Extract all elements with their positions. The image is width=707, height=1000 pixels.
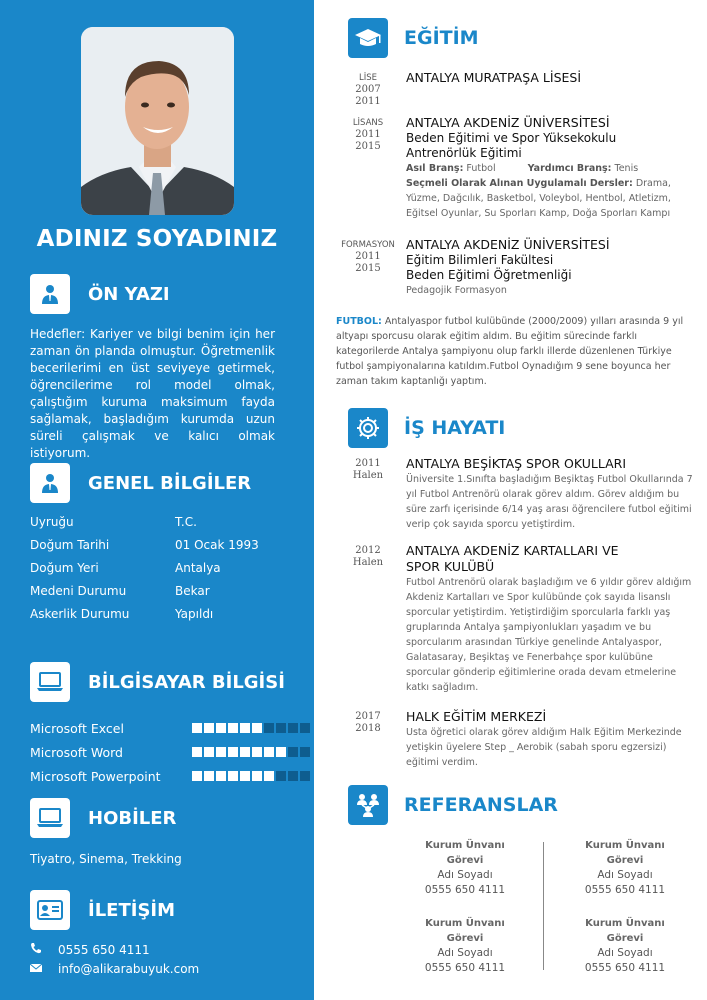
date-end: 2015 (355, 141, 381, 152)
skill-level-square (204, 747, 214, 757)
ref-person: Adı Soyadı (597, 869, 653, 881)
work-entry (330, 709, 700, 770)
date-start: 2012 (355, 545, 381, 556)
ref-role: Görevi (446, 855, 484, 866)
entry-subtitle: Eğitim Bilimleri Fakültesi (406, 253, 554, 267)
skill-level-square (264, 771, 274, 781)
person-icon (30, 463, 70, 503)
entry-date (330, 115, 406, 221)
references-section-header (348, 785, 558, 825)
entry-title: ANTALYA AKDENİZ ÜNİVERSİTESİ (406, 115, 610, 130)
ref-phone: 0555 650 4111 (424, 884, 506, 896)
computer-section-header (30, 662, 285, 702)
skill-level-square (192, 771, 202, 781)
skill-level-square (264, 723, 274, 733)
branch-value: Futbol (466, 163, 496, 174)
info-row (30, 515, 290, 538)
references-divider (543, 842, 544, 970)
info-key: Medeni Durumu (30, 584, 127, 598)
skill-level-square (252, 747, 262, 757)
skill-level-square (288, 747, 298, 757)
branch-label: Asıl Branş: (406, 163, 464, 174)
skill-level-bar (192, 771, 310, 781)
electives-value: Drama, Yüzme, Dağcılık, Basketbol, Voleybol, Hentbol, Atletizm, Eğitsel Oyunlar, Su Sporları Kamp, Doğa Sporları Kampı (406, 178, 671, 219)
work-entry (330, 543, 700, 695)
skill-level-square (264, 747, 274, 757)
reference-card (565, 916, 685, 976)
sidebar (0, 0, 314, 1000)
education-title: EĞİTİM (404, 27, 479, 49)
ref-title: Kurum Ünvanı (585, 918, 665, 929)
ref-phone: 0555 650 4111 (424, 962, 506, 974)
skill-level-square (192, 747, 202, 757)
date-end: 2018 (355, 723, 381, 734)
entry-description: Pedagojik Formasyon (406, 285, 507, 296)
date-start: 2007 (355, 84, 381, 95)
entry-date (330, 237, 406, 298)
skill-level-square (300, 771, 310, 781)
info-value: Yapıldı (175, 607, 214, 621)
entry-description: Üniversite 1.Sınıfta başladığım Beşiktaş Futbol Okullarında 7 yıl Futbol Antrenörü olarak görev aldım. Görev aldığım bu süre zarfı içerisinde 6/14 yaş arası öğrencilere futbol eğitimi verip çok sayıda sporcu yetiştirdim. (406, 474, 693, 530)
reference-card (565, 838, 685, 898)
skill-level-square (228, 771, 238, 781)
entry-electives (406, 176, 698, 221)
contact-email (30, 959, 199, 978)
skill-level-square (204, 723, 214, 733)
date-end: 2011 (355, 96, 381, 107)
skill-name: Microsoft Word (30, 744, 123, 760)
skill-row (30, 764, 310, 788)
date-label: FORMASYON (341, 240, 395, 250)
skill-row (30, 716, 310, 740)
ref-person: Adı Soyadı (437, 869, 493, 881)
ref-person: Adı Soyadı (437, 947, 493, 959)
skill-level-square (276, 723, 286, 733)
info-key: Askerlik Durumu (30, 607, 130, 621)
entry-date (330, 543, 406, 695)
email-text[interactable]: info@alikarabuyuk.com (58, 961, 200, 976)
hobbies-title: HOBİLER (88, 807, 177, 829)
ref-title: Kurum Ünvanı (585, 840, 665, 851)
entry-subtitle: Beden Eğitimi Öğretmenliği (406, 268, 572, 282)
entry-branches (406, 161, 698, 176)
branch2-label: Yardımcı Branş: (527, 163, 612, 174)
ref-phone: 0555 650 4111 (584, 962, 666, 974)
ref-role: Görevi (446, 933, 484, 944)
info-row (30, 538, 290, 561)
contact-card-icon (30, 890, 70, 930)
entry-subtitle: Beden Eğitimi ve Spor Yüksekokulu (406, 131, 617, 145)
reference-card (405, 916, 525, 976)
phone-icon (30, 942, 58, 957)
entry-title: ANTALYA AKDENİZ ÜNİVERSİTESİ (406, 237, 610, 252)
skill-level-square (252, 723, 262, 733)
football-label: FUTBOL: (336, 316, 382, 327)
skill-level-square (300, 723, 310, 733)
date-label: LİSANS (352, 118, 384, 128)
info-row (30, 607, 290, 630)
skill-level-square (228, 723, 238, 733)
general-info-table (30, 515, 290, 630)
info-value: Antalya (175, 561, 221, 575)
info-row (30, 561, 290, 584)
skill-name: Microsoft Excel (30, 720, 124, 736)
date-end: Halen (352, 557, 384, 568)
work-section-header (348, 408, 505, 448)
branch2-value: Tenis (614, 163, 639, 174)
entry-title: ANTALYA AKDENİZ KARTALLARI VE SPOR KULÜBÜ (406, 543, 619, 574)
work-title: İŞ HAYATI (404, 417, 506, 439)
contact-section-header (30, 890, 175, 930)
ref-role: Görevi (606, 855, 644, 866)
skill-level-square (288, 771, 298, 781)
date-start: 2017 (355, 711, 381, 722)
date-start: 2011 (355, 129, 381, 140)
skill-level-square (240, 771, 250, 781)
skill-row (30, 740, 310, 764)
entry-date (330, 456, 406, 532)
info-key: Uyruğu (30, 515, 74, 529)
hobbies-section-header (30, 798, 176, 838)
about-section-header (30, 274, 170, 314)
skills-list (30, 716, 310, 788)
skill-level-square (240, 747, 250, 757)
skill-level-square (216, 771, 226, 781)
contact-title: İLETİŞİM (88, 899, 176, 921)
skill-level-square (228, 747, 238, 757)
education-entry (330, 70, 700, 108)
gear-icon (348, 408, 388, 448)
references-title: REFERANSLAR (404, 794, 558, 816)
skill-level-square (216, 747, 226, 757)
info-value: Bekar (175, 584, 210, 598)
contact-phone (30, 940, 199, 959)
laptop-icon (30, 662, 70, 702)
skill-level-square (288, 723, 298, 733)
skill-level-square (276, 771, 286, 781)
ref-role: Görevi (606, 933, 644, 944)
entry-subtitle: Antrenörlük Eğitimi (406, 146, 522, 160)
date-end: 2015 (355, 263, 381, 274)
skill-level-square (300, 747, 310, 757)
contact-list (30, 940, 199, 978)
person-icon (30, 274, 70, 314)
graduation-cap-icon (348, 18, 388, 58)
computer-title: BİLGİSAYAR BİLGİSİ (88, 671, 285, 693)
skill-level-square (192, 723, 202, 733)
general-section-header (30, 463, 251, 503)
info-key: Doğum Yeri (30, 561, 99, 575)
ref-phone: 0555 650 4111 (584, 884, 666, 896)
education-entry (330, 237, 700, 298)
entry-description: Futbol Antrenörü olarak başladığım ve 6 yıldır görev aldığım Akdeniz Kartalları ve Spor kulübünde çok sayıda lisanslı sporcular yetiştirdim. Yetiştirdiğim sporcularla farklı yaş gruplarında Antalya şampiyonlukları yaşadım ve bu sporcularım arasından Türkiye genelinde Antalyaspor, Galatasaray, Beşiktaş ve Fenerbahçe spor kulübüne sporcular gönderip eğitimlerine orada devam etmelerine katkı sağladım. (406, 577, 692, 693)
info-key: Doğum Tarihi (30, 538, 110, 552)
education-entry (330, 115, 700, 221)
about-title: ÖN YAZI (88, 283, 170, 305)
skill-level-bar (192, 747, 310, 757)
entry-date (330, 70, 406, 108)
phone-text[interactable]: 0555 650 4111 (58, 942, 150, 957)
electives-label: Seçmeli Olarak Alınan Uygulamalı Dersler: (406, 178, 633, 189)
entry-description: Usta öğretici olarak görev aldığım Halk Eğitim Merkezinde yetişkin üyelere Step _ Aerobik (sabah sporu egzersizi) eğitimi verdim. (406, 727, 682, 768)
date-label: LİSE (358, 73, 377, 83)
info-value: T.C. (175, 515, 197, 529)
general-title: GENEL BİLGİLER (88, 472, 252, 494)
reference-card (405, 838, 525, 898)
ref-title: Kurum Ünvanı (425, 840, 505, 851)
date-end: Halen (352, 470, 384, 481)
ref-person: Adı Soyadı (597, 947, 653, 959)
football-note (336, 314, 686, 389)
skill-level-square (252, 771, 262, 781)
skill-level-square (240, 723, 250, 733)
football-text: Antalyaspor futbol kulübünde (2000/2009) yılları arasında 9 yıl altyapı sporcusu olarak eğitim aldım. Bu eğitim sürecinde farklı kategorilerde Antalya şampiyonu olup farklı illerde düzenlenen Türkiye futbol şampiyonalarına katıldım.Futbol Oynadığım 9 sene boyunca her zaman takım kaptanlığı yaptım. (336, 316, 684, 387)
people-network-icon (348, 785, 388, 825)
full-name: ADINIZ SOYADINIZ (36, 226, 278, 252)
hobbies-text: Tiyatro, Sinema, Trekking (30, 852, 182, 866)
mail-icon (30, 962, 58, 976)
skill-level-square (204, 771, 214, 781)
entry-title: ANTALYA BEŞİKTAŞ SPOR OKULLARI (406, 456, 627, 471)
date-start: 2011 (355, 251, 381, 262)
education-section-header (348, 18, 479, 58)
info-row (30, 584, 290, 607)
info-value: 01 Ocak 1993 (175, 538, 259, 552)
skill-level-square (276, 747, 286, 757)
profile-photo (81, 27, 234, 215)
skill-level-square (216, 723, 226, 733)
entry-date (330, 709, 406, 770)
skill-level-bar (192, 723, 310, 733)
laptop-icon (30, 798, 70, 838)
about-text: Hedefler: Kariyer ve bilgi benim için her zaman ön planda olmuştur. Öğretmenlik becerilerimi en üst seviyeye getirmek, öğrencilerime rol model olmak, çalıştığım kuruma maksimum fayda sağlamak, başladığım kurumda uzun süreli çalışmak ve kalıcı olmak istiyorum. (30, 327, 275, 460)
skill-name: Microsoft Powerpoint (30, 768, 161, 784)
entry-title: ANTALYA MURATPAŞA LİSESİ (406, 70, 582, 85)
ref-title: Kurum Ünvanı (425, 918, 505, 929)
entry-title: HALK EĞİTİM MERKEZİ (406, 709, 547, 724)
work-entry (330, 456, 700, 532)
date-start: 2011 (355, 458, 381, 469)
